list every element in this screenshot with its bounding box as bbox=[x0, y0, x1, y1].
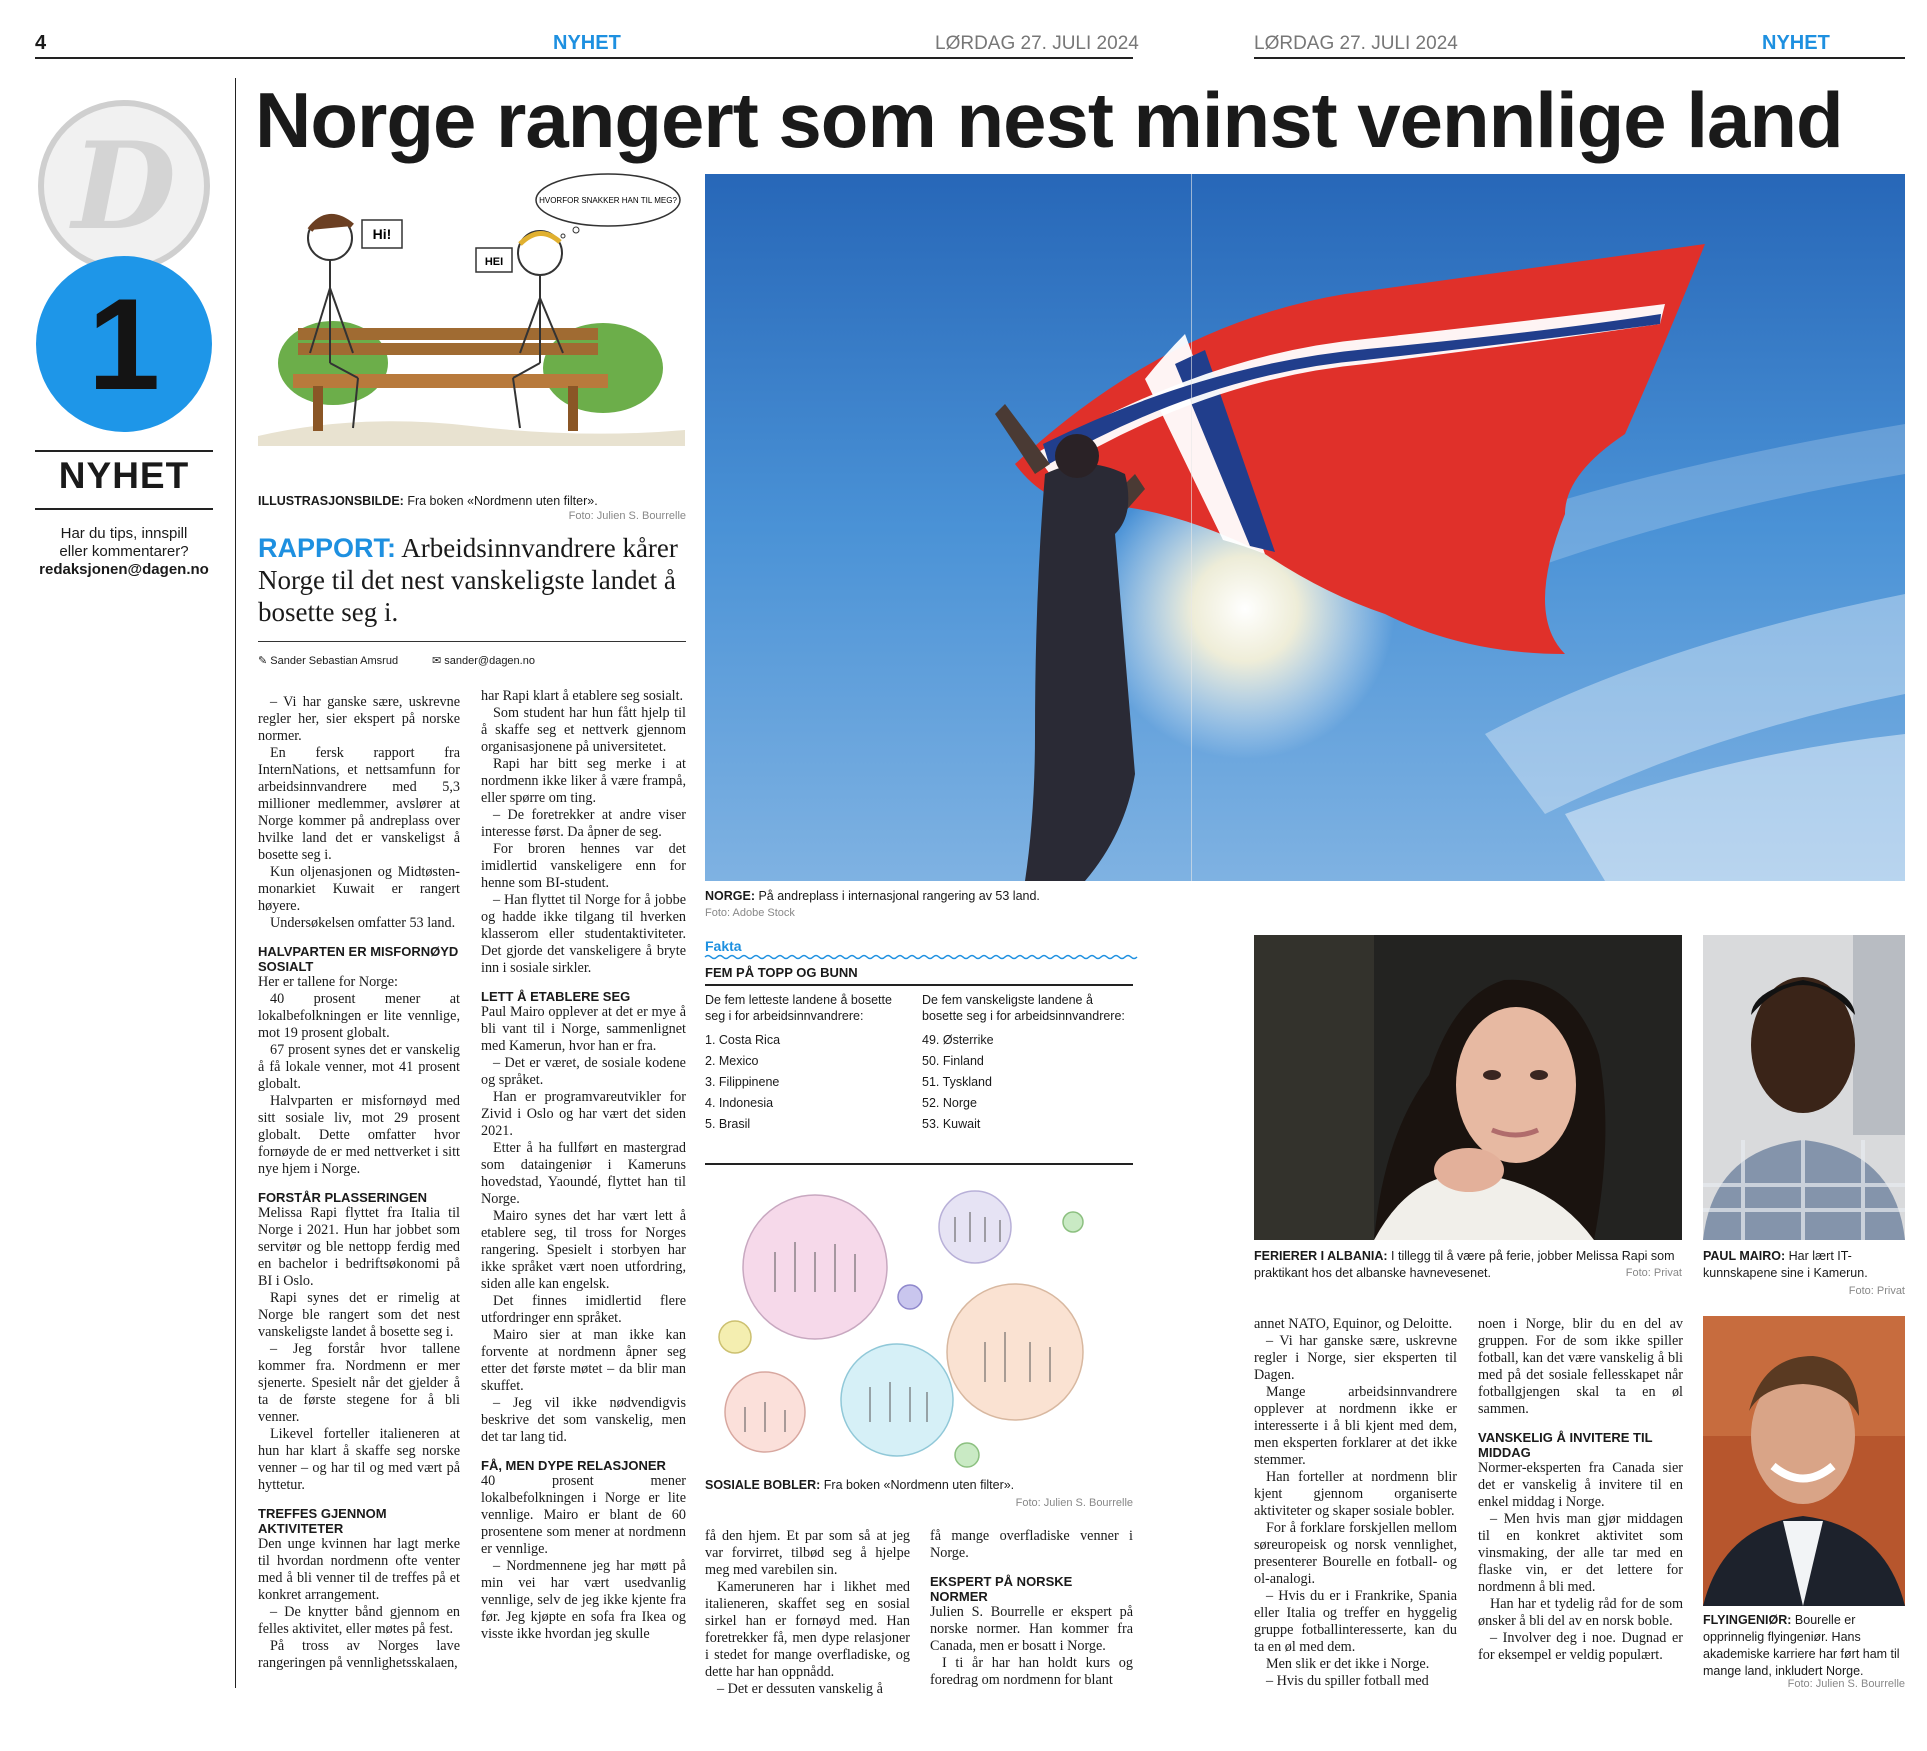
paragraph: 40 prosent mener at lokalbefolkningen er lite vennlige, mot 19 prosent globalt. bbox=[258, 991, 460, 1041]
paragraph: Julien S. Bourrelle er ekspert på norske normer. Han kommer fra Canada, men er bosatt i Norge. bbox=[930, 1604, 1133, 1654]
bubbles-caption bbox=[705, 1477, 1133, 1494]
byline-rule bbox=[258, 641, 686, 642]
fakta-list-item: 2. Mexico bbox=[705, 1054, 759, 1068]
julien-caption-text: Bourelle er opprinnelig flyingeniør. Hans akademiske karriere har ført ham til mange land, inkludert Norge. bbox=[1703, 1613, 1900, 1678]
melissa-caption-text: I tillegg til å være på ferie, jobber Melissa Rapi som praktikant hos det albanske havnevesenet. bbox=[1254, 1249, 1675, 1280]
paragraph: Men slik er det ikke i Norge. bbox=[1266, 1656, 1430, 1672]
paragraph: Han forteller at nordmenn blir kjent gjennom organiserte aktiviteter og skaper sosiale bobler. bbox=[1254, 1469, 1457, 1519]
body-column-3 bbox=[705, 1528, 910, 1697]
paragraph: få mange overfladiske venner i Norge. bbox=[930, 1528, 1133, 1561]
tips-box bbox=[35, 525, 213, 579]
paul-caption bbox=[1703, 1248, 1905, 1282]
thought-text: HVORFOR SNAKKER HAN TIL MEG? bbox=[539, 196, 677, 205]
paragraph: På tross av Norges lave rangeringen på vennlighetsskalaen, bbox=[258, 1638, 460, 1671]
paragraph: Etter å ha fullført en mastergrad som dataingeniør i Kameruns hovedstad, Yaoundé, flyttet han til Norge. bbox=[481, 1140, 686, 1207]
paragraph: få den hjem. Et par som så at jeg var forvirret, tilbød seg å hjelpe meg med varebilen sin. bbox=[705, 1528, 910, 1578]
deck-kicker: RAPPORT: bbox=[258, 533, 397, 563]
person-silhouette bbox=[1025, 464, 1135, 881]
fakta-list-item: 53. Kuwait bbox=[922, 1117, 981, 1131]
bench-seat bbox=[293, 374, 608, 388]
cartoon-caption bbox=[258, 493, 686, 510]
fakta-bottom-intro: De fem vanskeligste landene å bosette seg i for arbeidsinnvandrere: bbox=[922, 993, 1125, 1023]
paragraph: Det finnes imidlertid flere utfordringer enn språket. bbox=[481, 1293, 686, 1326]
page-number: 4 bbox=[35, 32, 47, 54]
rail-rule-top bbox=[35, 450, 213, 452]
portrait-melissa-rapi bbox=[1254, 935, 1682, 1240]
date-left: LØRDAG 27. JULI 2024 bbox=[935, 33, 1139, 54]
bubble-cyan bbox=[841, 1344, 953, 1456]
paragraph: annet NATO, Equinor, og Deloitte. bbox=[1254, 1316, 1453, 1332]
fakta-top-intro: De fem letteste landene å bosette seg i for arbeidsinnvandrere: bbox=[705, 993, 892, 1023]
fakta-end-rule bbox=[705, 1163, 1133, 1165]
body-column-4 bbox=[930, 1528, 1133, 1688]
fakta-list-item: 5. Brasil bbox=[705, 1117, 751, 1131]
cartoon-caption-label: ILLUSTRASJONSBILDE: bbox=[258, 494, 404, 508]
fakta-list-item: 1. Costa Rica bbox=[705, 1033, 781, 1047]
pen-icon: ✎ bbox=[258, 655, 268, 667]
paragraph: Rapi synes det er rimelig at Norge ble rangert som det nest vanskeligste landet å bosette seg i. bbox=[258, 1290, 460, 1340]
julien-caption bbox=[1703, 1612, 1905, 1680]
fakta-list-item: 50. Finland bbox=[922, 1054, 984, 1068]
melissa-credit: Foto: Privat bbox=[1625, 1267, 1682, 1279]
fakta-list-item: 51. Tyskland bbox=[922, 1075, 992, 1089]
paragraph: – Men hvis man gjør middagen til en konkret aktivitet som vinsmaking, der alle tar med en flaske vin, er det lettere for nordmenn å bli med. bbox=[1478, 1511, 1683, 1595]
paragraph: – De foretrekker at andre viser interesse først. Da åpner de seg. bbox=[481, 807, 686, 840]
rank-badge: 1 bbox=[36, 256, 212, 432]
fakta-title: Fakta bbox=[705, 938, 742, 954]
paragraph: I ti år har han holdt kurs og foredrag om nordmenn for blant bbox=[930, 1655, 1133, 1688]
paragraph: Mairo synes det har vært lett å etablere seg, til tross for Norges rangering. Spesielt i storbyen har ikke språket vært noen utfordring, siden alle kan engelsk. bbox=[481, 1208, 686, 1292]
subheading: FÅ, MEN DYPE RELASJONER bbox=[481, 1458, 666, 1473]
paragraph: Likevel forteller italieneren at hun har klart å skaffe seg norske venner – og har til og med vært på hyttetur. bbox=[258, 1426, 460, 1493]
tips-line-1: Har du tips, innspill bbox=[60, 525, 188, 542]
paragraph: Normer-eksperten fra Canada sier det er vanskelig å invitere til en enkel middag i Norge. bbox=[1478, 1460, 1683, 1510]
portrait-julien-bourrelle bbox=[1703, 1316, 1905, 1606]
paragraph: – Han flyttet til Norge for å jobbe og hadde ikke tilgang til hverken klasserom eller studentaktiviteter. Det gjorde det vanskeligere å bryte inn i sosiale sirkler. bbox=[481, 892, 686, 976]
bubbles-caption-label: SOSIALE BOBLER: bbox=[705, 1478, 821, 1492]
dagen-logo: D bbox=[38, 100, 210, 272]
subheading: FORSTÅR PLASSERINGEN bbox=[258, 1190, 428, 1205]
author-email-link[interactable]: sander@dagen.no bbox=[444, 655, 535, 667]
byline-email bbox=[432, 654, 535, 667]
subheading: TREFFES GJENNOM AKTIVITETER bbox=[258, 1506, 387, 1536]
cartoon-caption-text: Fra boken «Nordmenn uten filter». bbox=[403, 494, 598, 508]
paragraph: Han er programvareutvikler for Zivid i Oslo og har vært det siden 2021. bbox=[481, 1089, 686, 1139]
body-column-5 bbox=[1254, 1316, 1457, 1688]
article-deck bbox=[258, 532, 686, 628]
rail-rule-bottom bbox=[35, 508, 213, 510]
paragraph: Her er tallene for Norge: bbox=[258, 974, 398, 990]
main-photo-norwegian-flag bbox=[705, 174, 1905, 881]
subheading: HALVPARTEN ER MISFORNØYD SOSIALT bbox=[258, 944, 459, 974]
date-right: LØRDAG 27. JULI 2024 bbox=[1254, 33, 1458, 54]
melissa-caption-label: FERIERER I ALBANIA: bbox=[1254, 1249, 1388, 1263]
main-photo-credit: Foto: Adobe Stock bbox=[705, 907, 795, 919]
julien-caption-label: FLYINGENIØR: bbox=[1703, 1613, 1792, 1627]
paragraph: – Hvis du er i Frankrike, Spania eller Italia og treffer en hyggelig gruppe fotballinteresserte, kan du ta en øl med dem. bbox=[1254, 1588, 1457, 1655]
julien-credit: Foto: Julien S. Bourrelle bbox=[1787, 1678, 1905, 1690]
paul-credit: Foto: Privat bbox=[1848, 1285, 1905, 1297]
section-label-left: NYHET bbox=[553, 32, 621, 54]
bench-leg-right bbox=[568, 386, 578, 431]
body-column-2 bbox=[481, 688, 686, 1684]
speech-hei-text: HEI bbox=[484, 256, 504, 268]
paragraph: Den unge kvinnen har lagt merke til hvordan nordmenn ofte venter med å bli venner til de treffes på et konkret arrangement. bbox=[258, 1536, 460, 1603]
person-head bbox=[1055, 434, 1099, 478]
subheading: LETT Å ETABLERE SEG bbox=[481, 989, 631, 1004]
fakta-subtitle: FEM PÅ TOPP OG BUNN bbox=[705, 965, 1133, 986]
mail-icon: ✉ bbox=[432, 655, 442, 667]
fakta-list-item: 52. Norge bbox=[922, 1096, 977, 1110]
body-column-6 bbox=[1478, 1316, 1683, 1688]
cartoon-credit: Foto: Julien S. Bourrelle bbox=[568, 510, 686, 522]
portrait-paul-mairo bbox=[1703, 935, 1905, 1240]
paragraph: Kameruneren har i likhet med italieneren, skaffet seg en sosial sirkel han er fornøyd med. Han foretrekker få, men dype relasjoner i stedet for mange overfladiske, og dette har han oppnådd. bbox=[705, 1579, 910, 1680]
paragraph: – Vi har ganske sære, uskrevne regler her, sier ekspert på norske normer. bbox=[258, 694, 460, 744]
paragraph: – Involver deg i noe. Dugnad er for eksempel er veldig populært. bbox=[1478, 1630, 1683, 1663]
fakta-list-item: 4. Indonesia bbox=[705, 1096, 774, 1110]
main-photo-caption bbox=[705, 888, 1305, 905]
paragraph: 67 prosent synes det er vanskelig å få lokale venner, mot 41 prosent globalt. bbox=[258, 1042, 460, 1092]
hand bbox=[1434, 1148, 1504, 1192]
deck-text: Arbeidsinnvandrere kårer Norge til det nest vanskeligste landet å bosette seg i. bbox=[258, 533, 678, 627]
bubbles-caption-text: Fra boken «Nordmenn uten filter». bbox=[820, 1478, 1015, 1492]
bubbles-credit: Foto: Julien S. Bourrelle bbox=[1015, 1497, 1133, 1509]
paragraph: For broren hennes var det imidlertid vanskeligere enn for henne som BI-student. bbox=[481, 841, 686, 891]
headline: Norge rangert som nest minst vennlige land bbox=[255, 76, 1843, 164]
rail-section-label: NYHET bbox=[58, 455, 190, 496]
paragraph: – Jeg forstår hvor tallene kommer fra. Nordmenn er mer sjenerte. Spesielt når det gjelder å ta de første stegene for å bli venner. bbox=[258, 1341, 460, 1425]
paragraph: – Det er været, de sosiale kodene og språket. bbox=[481, 1055, 686, 1088]
paragraph: Mairo sier at man ikke kan forvente at nordmenn åpner seg etter det første møtet – da blir man skuffet. bbox=[481, 1327, 686, 1394]
fakta-list-item: 49. Østerrike bbox=[922, 1033, 994, 1047]
paragraph: Rapi har bitt seg merke i at nordmenn ikke liker å være frampå, eller spørre om ting. bbox=[481, 756, 686, 806]
bubble-peach bbox=[947, 1284, 1083, 1420]
fakta-list-item: 3. Filippinene bbox=[705, 1075, 780, 1089]
paragraph: – Hvis du spiller fotball med bbox=[1266, 1673, 1429, 1689]
paragraph: – Vi har ganske sære, uskrevne regler i Norge, sier eksperten til Dagen. bbox=[1254, 1333, 1457, 1383]
section-label-right: NYHET bbox=[1762, 32, 1830, 54]
tips-line-2: eller kommentarer? bbox=[59, 543, 189, 560]
main-photo-caption-label: NORGE: bbox=[705, 889, 755, 903]
author-name: Sander Sebastian Amsrud bbox=[270, 655, 399, 667]
header-rule-left bbox=[35, 57, 1133, 59]
bench-leg-left bbox=[313, 386, 323, 431]
paragraph: Paul Mairo opplever at det er mye å bli vant til i Norge, sammenlignet med Kamerun, hvor han er fra. bbox=[481, 1004, 686, 1054]
paragraph: Han har et tydelig råd for de som ønsker å bli del av en norsk boble. bbox=[1478, 1596, 1683, 1629]
bench-back-bottom bbox=[298, 343, 598, 355]
paul-caption-text: Har lært IT-kunnskapene sine i Kamerun. bbox=[1703, 1249, 1868, 1280]
byline-author bbox=[258, 654, 398, 667]
tips-email-link[interactable]: redaksjonen@dagen.no bbox=[39, 561, 209, 578]
paragraph: – Jeg vil ikke nødvendigvis beskrive det som vanskelig, men det tar lang tid. bbox=[481, 1395, 686, 1445]
paragraph: – De knytter bånd gjennom en felles aktivitet, eller møtes på fest. bbox=[258, 1604, 460, 1637]
face bbox=[1456, 1007, 1576, 1163]
speech-hi-text: Hi! bbox=[372, 226, 392, 242]
fakta-bottom-list bbox=[922, 992, 1132, 1135]
social-bubbles-illustration bbox=[705, 1182, 1133, 1472]
paragraph: 40 prosent mener lokalbefolkningen i Norge er lite vennlige. Mairo er blant de 60 prosentene som mener at nordmenn er vennlige. bbox=[481, 1473, 686, 1557]
cartoon-illustration bbox=[258, 178, 685, 478]
paragraph: – Nordmennene jeg har møtt på min vei har vært usedvanlig vennlige, selv de jeg ikke kjente fra før. Jeg kjøpte en sofa fra Ikea og visste ikke hvordan jeg skulle bbox=[481, 1558, 686, 1642]
paragraph: Undersøkelsen omfatter 53 land. bbox=[270, 915, 456, 931]
body-column-1 bbox=[258, 694, 460, 1684]
subheading: EKSPERT PÅ NORSKE NORMER bbox=[930, 1574, 1073, 1604]
subheading: VANSKELIG Å INVITERE TIL MIDDAG bbox=[1478, 1430, 1653, 1460]
paul-caption-label: PAUL MAIRO: bbox=[1703, 1249, 1786, 1263]
paragraph: Mange arbeidsinnvandrere opplever at nordmenn ikke er interesserte i å bli kjent med dem, men eksperten forklarer at det ikke stemmer. bbox=[1254, 1384, 1457, 1468]
figure-left-hair bbox=[310, 217, 352, 230]
paragraph: Halvparten er misfornøyd med sitt sosiale liv, mot 29 prosent globalt. Dette omfatter hvor fornøyde de er med nettverket i sitt nye hjem i Norge. bbox=[258, 1093, 460, 1177]
paragraph: – Det er dessuten vanskelig å bbox=[717, 1681, 883, 1697]
header-rule-right bbox=[1254, 57, 1905, 59]
fakta-top-list bbox=[705, 992, 915, 1135]
paragraph: Som student har hun fått hjelp til å skaffe seg et nettverk gjennom organisasjonene på universitetet. bbox=[481, 705, 686, 755]
paragraph: Kun oljenasjonen og Midtøsten-monarkiet Kuwait er rangert høyere. bbox=[258, 864, 460, 914]
page-fold bbox=[1191, 174, 1192, 881]
paragraph: En fersk rapport fra InternNations, et nettsamfunn for arbeidsinnvandrere med 5,3 millioner medlemmer, avslører at Norge kommer på andreplass over hvilke land det er vanskeligst å bosette seg i. bbox=[258, 745, 460, 863]
fakta-wave-rule bbox=[705, 954, 1133, 960]
paragraph: har Rapi klart å etablere seg sosialt. bbox=[481, 688, 684, 704]
paragraph: Melissa Rapi flyttet fra Italia til Norge i 2021. Hun har jobbet som servitør og ble nettopp ferdig med en bachelor i bedriftsøkonomi på BI i Oslo. bbox=[258, 1205, 460, 1289]
rail-separator bbox=[235, 78, 236, 1688]
paragraph: For å forklare forskjellen mellom søreuropeisk og norsk vennlighet, presenterer Bourelle en fotball- og ol-analogi. bbox=[1254, 1520, 1457, 1587]
paragraph: noen i Norge, blir du en del av gruppen. For de som ikke spiller fotball, kan det være vanskelig å bli med på det sosiale fellesskapet når fotballgjengen skal ta en øl sammen. bbox=[1478, 1316, 1683, 1417]
main-photo-caption-text: På andreplass i internasjonal rangering av 53 land. bbox=[755, 889, 1040, 903]
